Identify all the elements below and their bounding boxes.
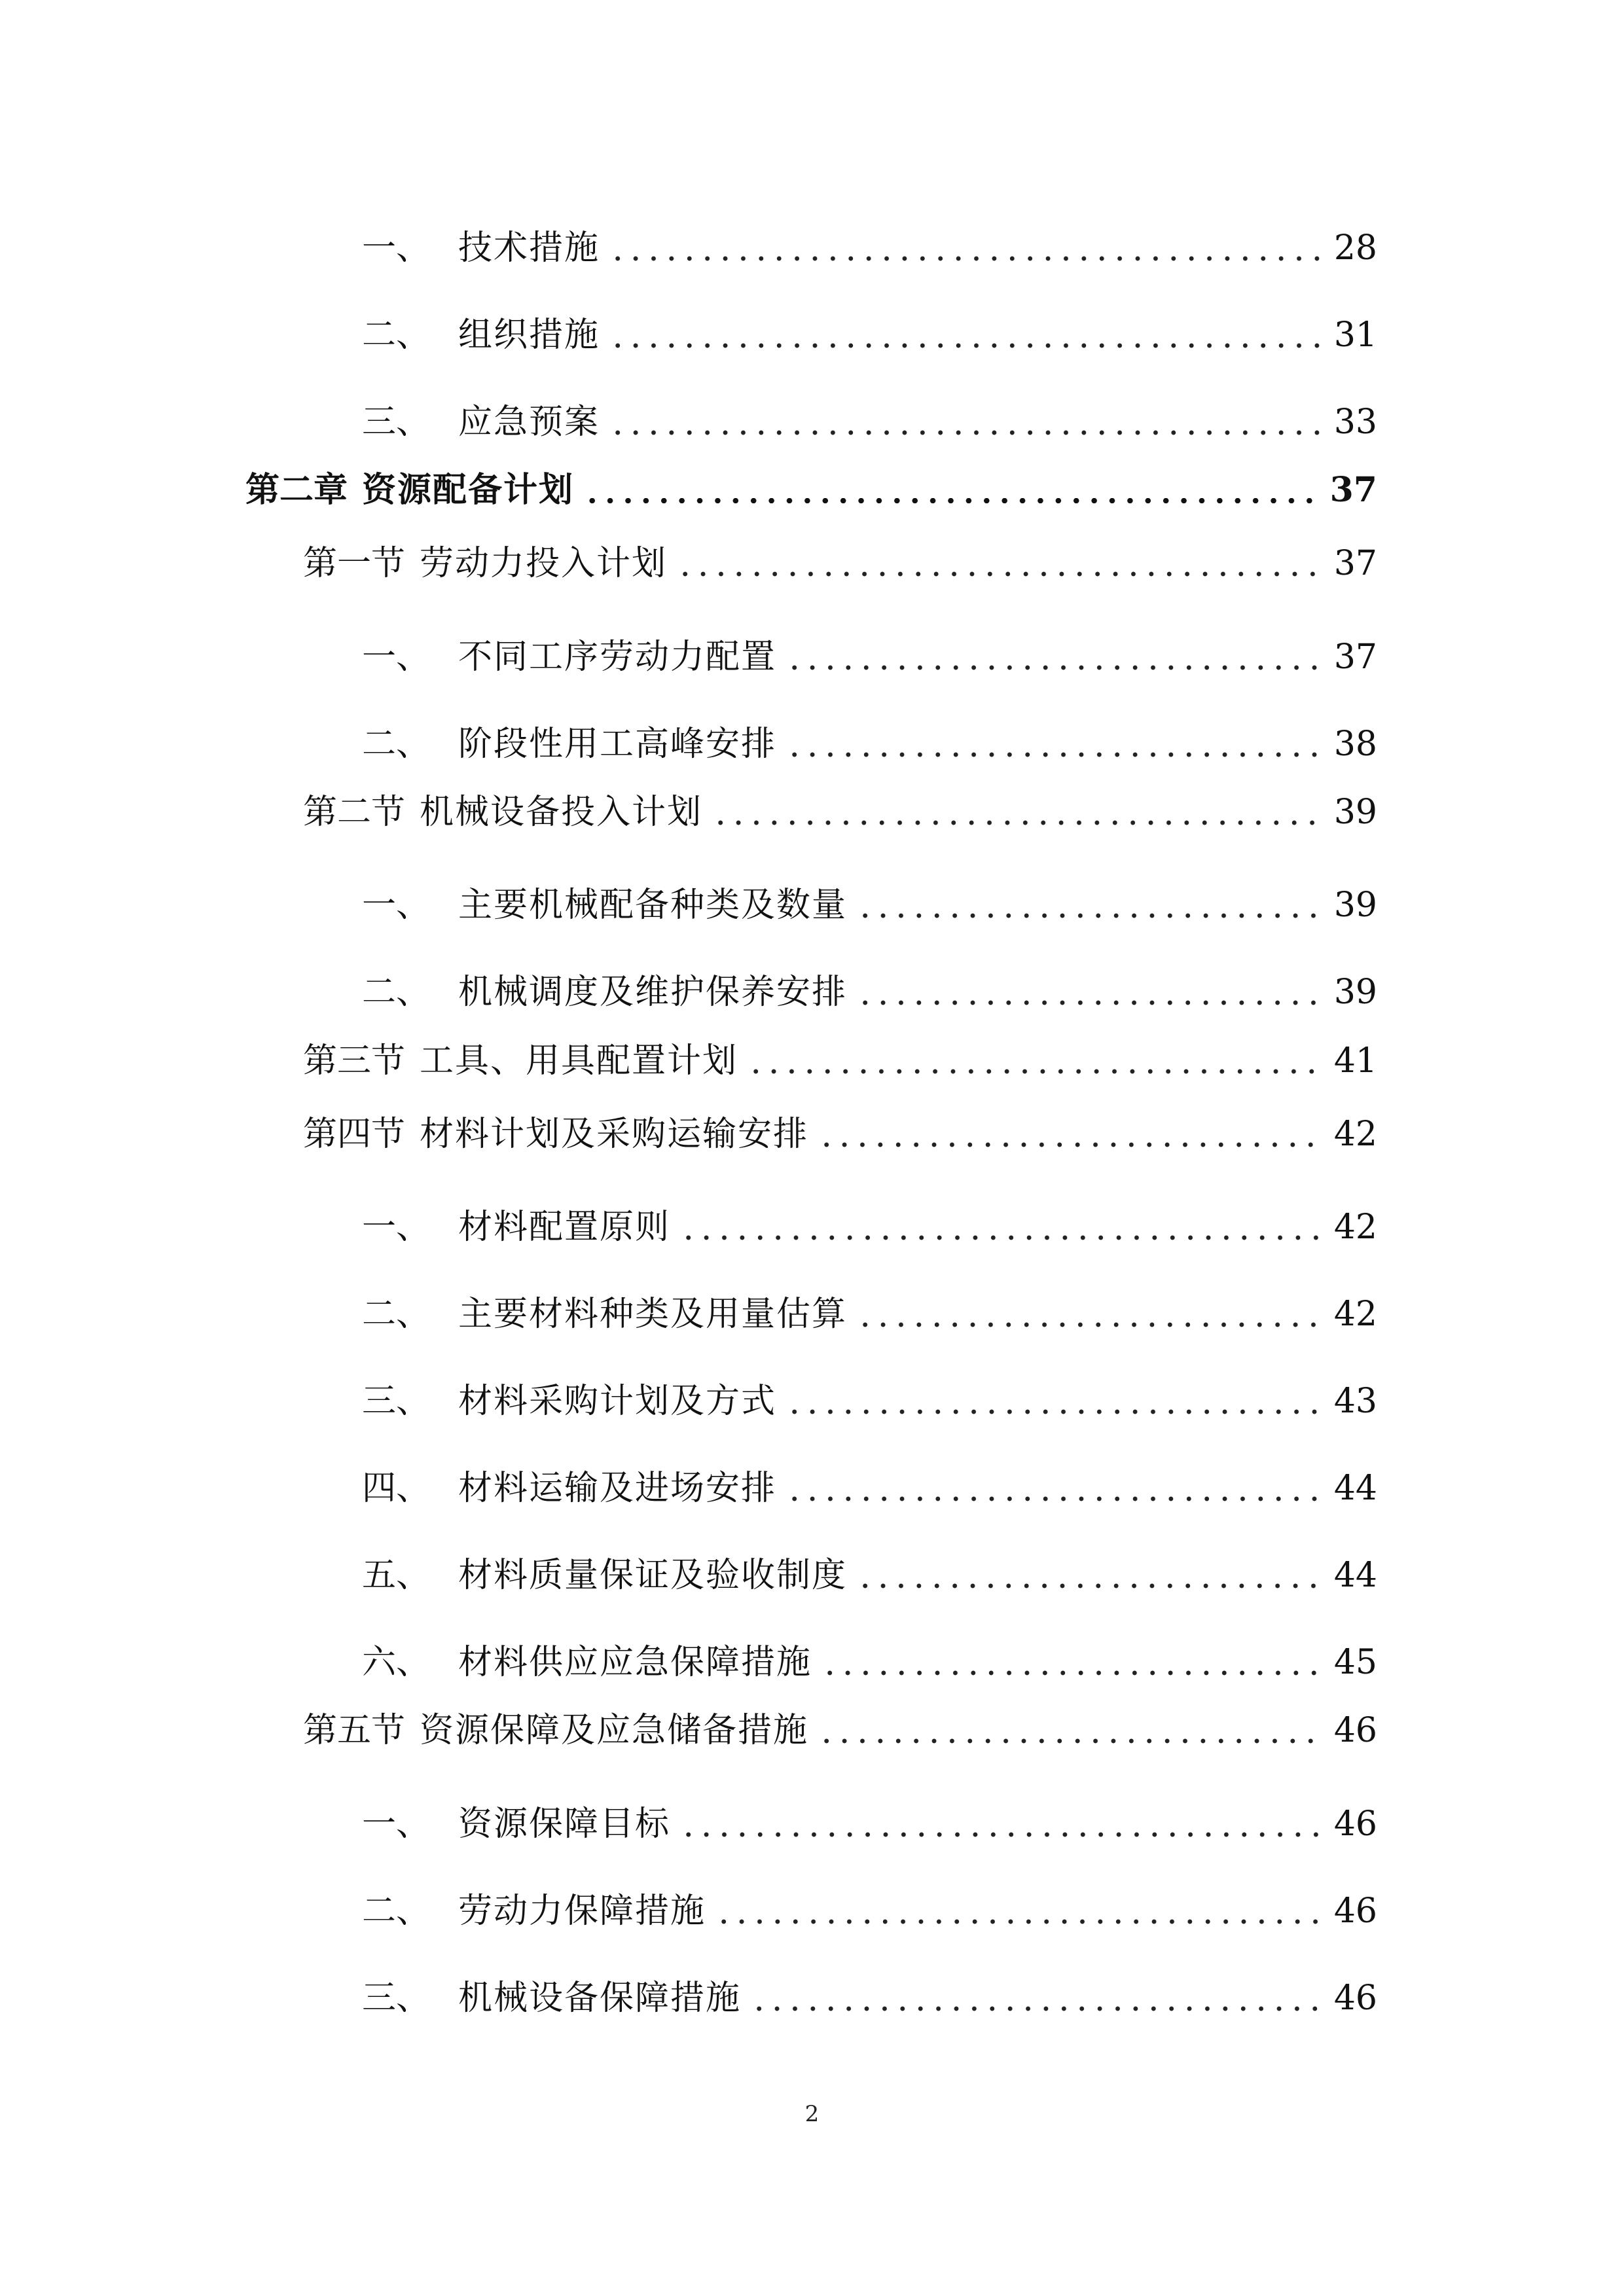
dot-leader [679,1832,1322,1837]
toc-entry-number: 一、 [362,228,431,268]
toc-entry[interactable] [362,1979,1377,2018]
toc-entry-page: 33 [1333,403,1377,442]
dot-leader [609,256,1322,261]
toc-entry-title: 主要材料种类及用量估算 [458,1295,848,1334]
toc-section-entry[interactable] [303,1115,1377,1154]
toc-section-entry[interactable] [303,544,1377,583]
dot-leader [856,913,1322,918]
toc-entry-number: 四、 [362,1469,431,1508]
dot-leader [856,1000,1322,1005]
toc-entry-page: 46 [1333,1711,1377,1750]
toc-entry[interactable] [362,1208,1377,1247]
toc-entry[interactable] [362,1556,1377,1595]
toc-entry-title: 机械设备投入计划 [420,793,703,832]
toc-entry-number: 第四节 [303,1115,406,1154]
toc-entry-number: 二、 [362,973,431,1012]
toc-entry-title: 机械调度及维护保养安排 [458,973,848,1012]
toc-entry-title: 不同工序劳动力配置 [458,637,777,677]
dot-leader [679,1235,1322,1240]
toc-entry-number: 五、 [362,1556,431,1595]
toc-entry[interactable] [362,1804,1377,1844]
toc-entry-number: 三、 [362,1979,431,2018]
dot-leader [785,665,1322,670]
toc-entry[interactable] [362,315,1377,355]
dot-leader [712,820,1322,825]
toc-entry-number: 第二节 [303,793,406,832]
toc-entry-title: 资源配备计划 [362,470,575,510]
toc-entry[interactable] [362,1382,1377,1421]
toc-entry-number: 三、 [362,1382,431,1421]
toc-chapter-entry[interactable] [245,470,1377,510]
toc-entry-number: 六、 [362,1643,431,1682]
toc-entry-number: 一、 [362,637,431,677]
toc-section-entry[interactable] [303,1713,1377,1748]
dot-leader [785,1409,1322,1414]
dot-leader [676,571,1322,577]
toc-entry-title: 材料采购计划及方式 [458,1382,777,1421]
toc-entry-title: 主要机械配备种类及数量 [458,886,848,925]
toc-entry-page: 39 [1333,886,1377,925]
dot-leader [750,2006,1322,2011]
toc-entry-title: 劳动力保障措施 [458,1892,706,1931]
toc-entry-title: 工具、用具配置计划 [420,1041,738,1081]
dot-leader [609,343,1322,348]
toc-section-entry[interactable] [303,793,1377,832]
toc-entry-number: 三、 [362,403,431,442]
toc-entry-page: 42 [1333,1115,1377,1154]
toc-entry[interactable] [362,1643,1377,1682]
toc-entry-number: 一、 [362,886,431,925]
toc-entry-page: 37 [1333,637,1377,677]
toc-entry-title: 材料运输及进场安排 [458,1469,777,1508]
toc-entry-page: 37 [1333,544,1377,583]
toc-entry-title: 材料供应应急保障措施 [458,1643,812,1682]
toc-entry-page: 46 [1333,1804,1377,1844]
toc-entry-number: 二、 [362,725,431,764]
toc-entry-title: 材料配置原则 [458,1208,671,1247]
toc-entry-page: 42 [1333,1295,1377,1334]
toc-entry-page: 38 [1333,725,1377,764]
dot-leader [818,1738,1322,1744]
toc-entry-number: 二、 [362,1295,431,1334]
toc-entry-page: 31 [1333,315,1377,355]
toc-entry-number: 一、 [362,1208,431,1247]
dot-leader [785,1496,1322,1501]
dot-leader [583,498,1318,503]
page-number: 2 [804,2101,820,2127]
toc-entry-title: 劳动力投入计划 [420,544,668,583]
toc-entry-title: 组织措施 [458,315,600,355]
toc-entry[interactable] [362,637,1377,677]
toc-entry-page: 45 [1333,1643,1377,1682]
toc-entry-page: 39 [1333,793,1377,832]
toc-entry-number: 二、 [362,315,431,355]
toc-section-entry[interactable] [303,1041,1377,1081]
toc-entry-number: 第一节 [303,544,406,583]
dot-leader [856,1583,1322,1588]
toc-entry-title: 应急预案 [458,403,600,442]
toc-entry-number: 第三节 [303,1041,406,1081]
toc-entry-number: 一、 [362,1804,431,1844]
toc-entry[interactable] [362,886,1377,925]
toc-entry[interactable] [362,725,1377,764]
toc-entry-page: 46 [1333,1892,1377,1931]
dot-leader [609,430,1322,435]
toc-entry-number: 第五节 [303,1711,406,1750]
dot-leader [747,1069,1322,1074]
toc-entry-page: 44 [1333,1469,1377,1508]
toc-entry-page: 43 [1333,1382,1377,1421]
toc-entry[interactable] [362,228,1377,268]
dot-leader [818,1142,1322,1147]
toc-entry-number: 第二章 [245,470,348,510]
toc-entry-page: 41 [1333,1041,1377,1081]
toc-entry-title: 资源保障及应急储备措施 [420,1711,809,1750]
toc-entry[interactable] [362,1469,1377,1508]
dot-leader [715,1919,1322,1924]
toc-entry-page: 44 [1333,1556,1377,1595]
toc-entry-title: 资源保障目标 [458,1804,671,1844]
toc-entry[interactable] [362,1295,1377,1334]
toc-entry-title: 材料计划及采购运输安排 [420,1115,809,1154]
toc-entry-page: 46 [1333,1979,1377,2018]
toc-entry-page: 28 [1333,228,1377,268]
dot-leader [821,1670,1322,1676]
dot-leader [856,1322,1322,1327]
toc-entry-number: 二、 [362,1892,431,1931]
toc-entry[interactable] [362,403,1377,442]
toc-entry-title: 技术措施 [458,228,600,268]
toc-entry-title: 阶段性用工高峰安排 [458,725,777,764]
toc-entry[interactable] [362,1892,1377,1931]
toc-entry-title: 材料质量保证及验收制度 [458,1556,848,1595]
toc-entry-page: 37 [1329,470,1377,510]
dot-leader [785,752,1322,757]
toc-entry-page: 42 [1333,1208,1377,1247]
toc-entry-page: 39 [1333,973,1377,1012]
toc-entry[interactable] [362,973,1377,1012]
toc-entry-title: 机械设备保障措施 [458,1979,742,2018]
